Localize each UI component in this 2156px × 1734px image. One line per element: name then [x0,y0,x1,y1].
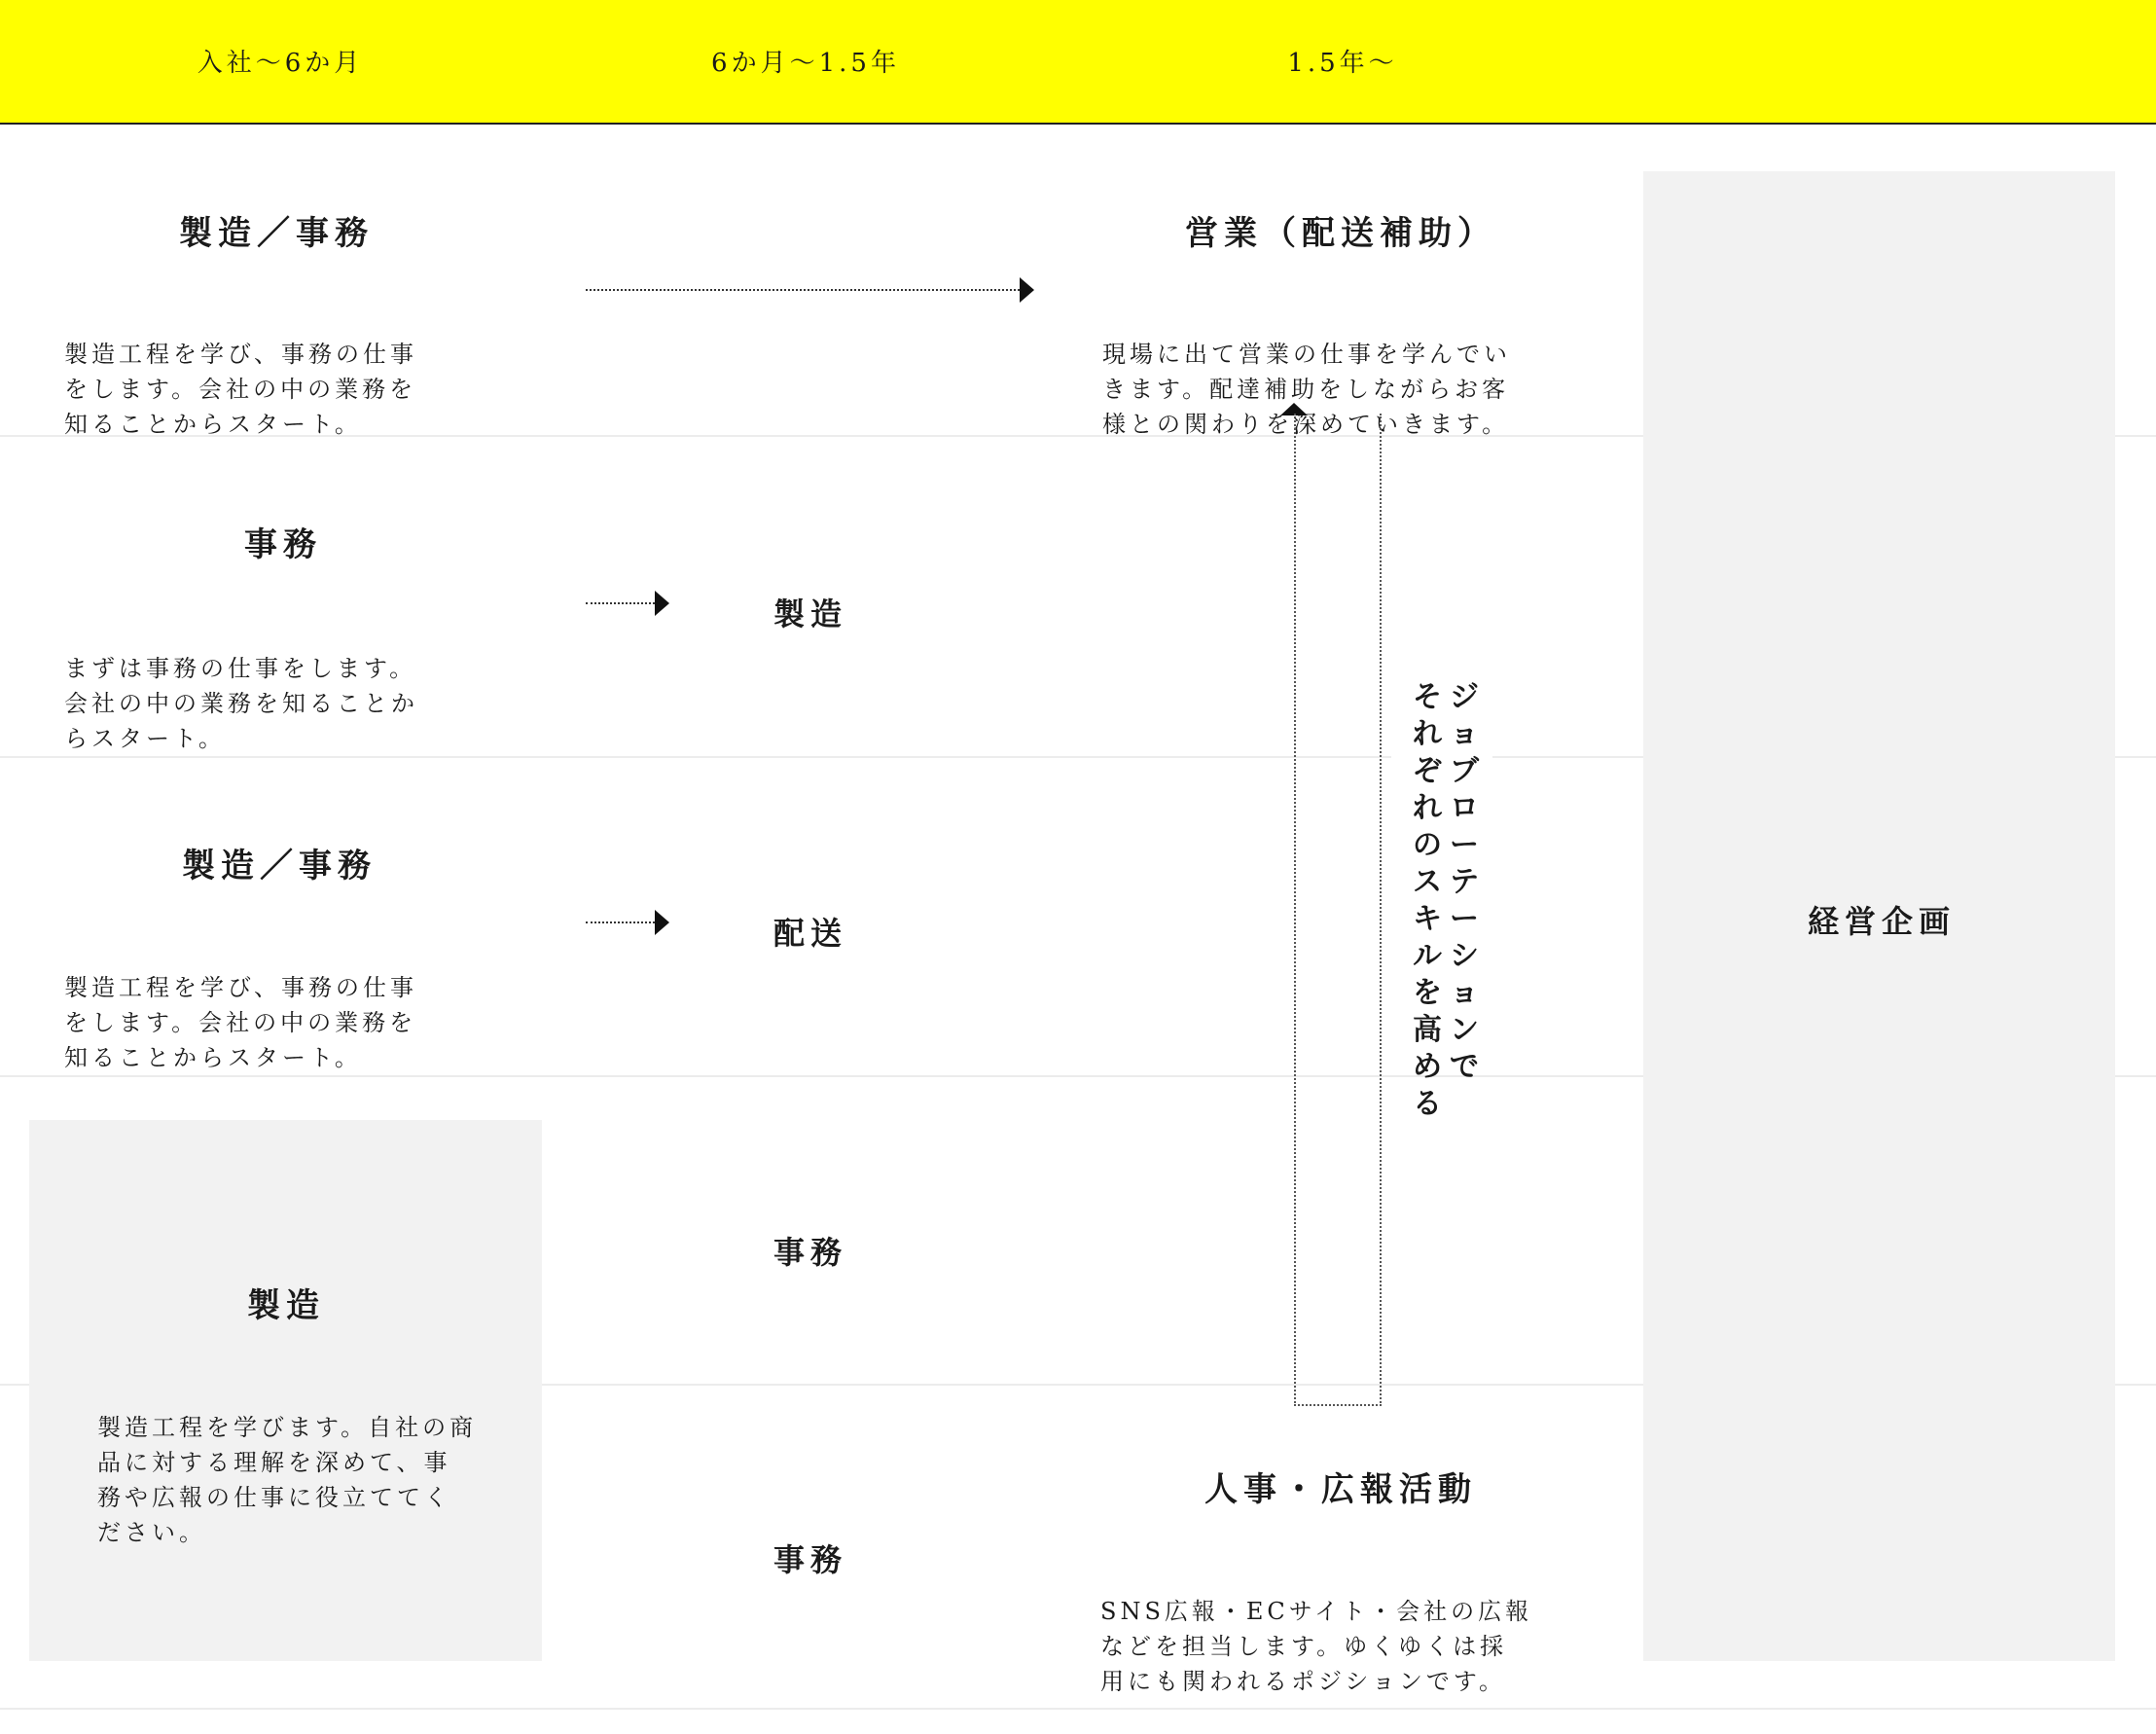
start-title: 製造／事務 [179,214,374,253]
arrow-head-icon [655,910,669,935]
start-title: 製造 [247,1286,325,1325]
start-description: 製造工程を学びます。自社の商 品に対する理解を深めて、事 務や広報の仕事に役立ててく ださい。 [97,1414,478,1546]
row-divider [0,1708,2156,1710]
start-description: まずは事務の仕事をします。 会社の中の業務を知ることか らスタート。 [64,655,418,752]
next-role-label: 配送 [773,915,848,952]
phase-header [0,0,2156,125]
arrow-head-icon [655,591,669,616]
sales-title: 営業（配送補助） [1185,214,1496,253]
hr-pr-title: 人事・広報活動 [1204,1470,1477,1509]
hr-pr-description: SNS広報・ECサイト・会社の広報 などを担当します。ゆくゆくは採 用にも関われるポジションです。 [1100,1598,1533,1695]
rotation-text-line-1: ジョブローテーションで [1450,680,1483,1084]
start-title: 製造／事務 [182,847,377,885]
start-description: 製造工程を学び、事務の仕事 をします。会社の中の業務を 知ることからスタート。 [64,974,418,1071]
next-role-label: 事務 [773,1234,848,1271]
phase-1-label: 入社〜6か月 [197,49,364,78]
start-title: 事務 [244,525,322,564]
arrow-right [586,915,669,930]
arrow-right [586,282,1034,298]
sales-description: 現場に出て営業の仕事を学んでい きます。配達補助をしながらお客 様との関わりを深めていきます。 [1102,341,1511,438]
phase-3-label: 1.5年〜 [1287,49,1398,78]
next-role-label: 製造 [773,596,848,632]
rotation-connector [1294,414,1382,1406]
start-description: 製造工程を学び、事務の仕事 をします。会社の中の業務を 知ることからスタート。 [64,341,418,438]
management-planning-title: 経営企画 [1808,903,1957,940]
next-role-label: 事務 [773,1541,848,1578]
arrow-head-icon [1020,277,1034,303]
rotation-text-line-2: それぞれのスキルを高める [1413,680,1446,1121]
arrow-right [586,596,669,611]
phase-2-label: 6か月〜1.5年 [711,49,900,78]
